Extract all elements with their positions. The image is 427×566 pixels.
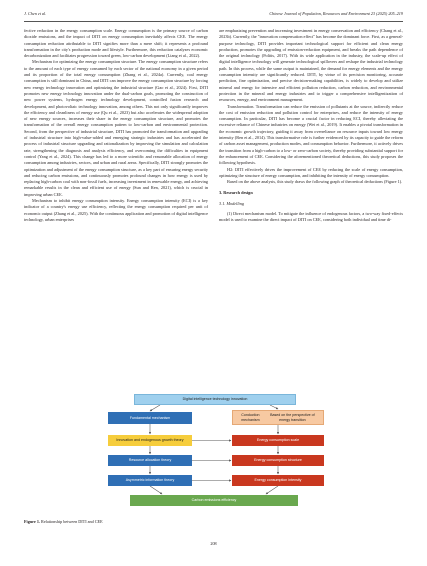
page-number: 208 xyxy=(210,541,217,546)
arrow-top-to-left xyxy=(150,405,160,411)
figure-box-resource-allocation-theory: Resource allocation theory xyxy=(108,455,192,466)
figure-box-conduction-mechanism xyxy=(232,410,324,425)
paragraph: fective reduction in the energy consumption scale. Energy consumption is the primary source of carbon dioxide emissions, and the impact of DITI on energy consumption inevitably affects CEE. The energy consumption reduction attributable to DITI signifies more than a mere shift; it represents a profound transformation in the city's production mode and lifestyle. Furthermore, this reduction catalyzes economic decarbonization and facilitates progression toward green, low-carbon development (Liang et al., 2022). xyxy=(24,28,208,59)
figure-box-fundamental-mechanism: Fundamental mechanism xyxy=(108,412,192,424)
arrow-left3-to-bottom xyxy=(150,486,162,494)
caption-text: Relationship between DITI and CEE xyxy=(39,519,103,524)
figure-1 xyxy=(100,394,328,514)
subsection-heading: 3.1. Modelling xyxy=(219,200,244,206)
header-journal: Chinese Journal of Population, Resources and Environment 23 (2025) 205–219 xyxy=(269,11,403,16)
section-heading: 3. Research design xyxy=(219,190,253,196)
paragraph: Transformation. Transformation can reduce the emission of pollutants at the source, indirectly reduce the cost of emission reduction and pollution control for enterprises, and reduce the intensity of energy consumption. In particular, DITI has become a crucial factor in reducing ECI, thereby alleviating the excessive reliance of Chinese industries on energy (Wei et al., 2019). It enables a pivotal transformation in the economic growth trajectory, guiding it away from overreliance on resource inputs toward low energy intensity (Ren et al., 2014). This transformative role is further evidenced by its capacity to guide the reform of carbon asset management, production modes, and consumption behavior. Furthermore, it actively drives the transition from a high-carbon to a low- or zero-carbon society, thereby providing substantial support for the enhancement of CEE. Considering the aforementioned theoretical deductions, this study proposes the following hypothesis. xyxy=(219,103,403,166)
figure-box-energy-structure: Energy consumption structure xyxy=(232,455,324,466)
conduction-line-1: Conduction mechanism xyxy=(241,413,260,422)
paragraph: are emphasizing prevention and increasing investment in energy conservation and efficiency (Chang et al., 2023b). Currently, the "innovation compensation effect" has become the dominant force. First, as a general-purpose technology, DITI provides important technological support for efficient and clean energy production, promotes the upgrading of emission-reduction equipment, and breaks the path dependence of the original technology (Politis, 2017). With its wide application in the industry, the scale-up effect of digital intelligence technology will generate technological spillovers and reshape the industrial technology path. In this process, while the same output is maintained, the demand for energy elements and the energy consumption intensity are significantly reduced. DITI, by virtue of its precision monitoring, accurate prediction, fine optimization, and precise decision-making capabilities, is widely to develop and utilize mineral and energy for intensive and efficient pollution reduction, carbon reduction, and environmental protection in the mineral and energy industries and to trigger a comprehensive intelligentization of resources, energy, and environment management. xyxy=(219,28,403,103)
header-authors: J. Chen et al. xyxy=(24,11,47,16)
right-column xyxy=(219,28,403,402)
paragraph: Mechanism for optimizing the energy consumption structure. The energy consumption structure refers to the amount of each type of energy consumed by each sector of the national economy in a given period and its proportion of the total energy consumption (Zhang et al., 2024a). Currently, coal energy consumption is still dominant in China, and DITI can improve the energy consumption structure by forcing new energy technology innovation and optimizing the industrial structure (Gao et al., 2024). First, DITI promotes new energy technology innovation under the dual-carbon goals, promoting the construction of new power systems, hydrogen energy technology development, controlled fusion research and development, and photovoltaic technology innovation, among others. This not only significantly improves the efficiency and cleanliness of energy use (Qu et al., 2023) but also accelerates the widespread adoption of new energy sources, increases their share in the energy consumption structure, and promotes the transformation of the overall energy consumption pattern to low-carbon and environmental protection. Second, from the perspective of industrial structure, DITI has promoted the transformation and upgrading of industrial structure into high-value-added and emerging strategic industries and has accelerated the process of industrial structure upgrading and rationalization by improving the simulation and calculation rate, strengthening the diagnosis and analysis efficiency, and overcoming the difficulties in equipment control (Yang et al., 2024). This change has led to a more scientific and reasonable allocation of energy consumption among industries, sectors, and urban and rural areas. Specifically, DITI strongly promotes the optimization and adjustment of the energy consumption structure, as a key part of ensuring energy security and reducing carbon emissions, and continuously promotes profound changes in how energy is used by replacing high-carbon coal with non-fossil fuels, increasing investment in renewable energy, and achieving remarkable results in the clean and efficient use of energy (Sun and Ren, 2021), which is crucial in improving urban CEE. xyxy=(24,59,208,197)
figure-caption xyxy=(24,519,103,525)
figure-box-diti: Digital intelligence technology innovation xyxy=(134,394,296,405)
running-header xyxy=(24,10,403,20)
figure-box-carbon-efficiency: Carbon emissions efficiency xyxy=(130,495,298,506)
arrow-right3-to-bottom xyxy=(266,486,278,494)
left-column xyxy=(24,28,208,402)
header-rule xyxy=(24,21,403,22)
conduction-line-2: Based on the perspective of energy transition xyxy=(270,413,315,422)
arrow-top-to-right xyxy=(270,405,278,409)
paragraph: (1) Direct mechanism model. To mitigate the influence of endogenous factors, a two-way fixed-effects model is used to examine the direct impact of DITI on CEE, considering both individual and time di- xyxy=(219,211,403,223)
figure-box-innovation-theory: Innovation and endogenous growth theory xyxy=(108,435,192,446)
caption-label: Figure 1. xyxy=(24,519,40,524)
figure-box-energy-intensity: Energy consumption intensity xyxy=(232,475,324,486)
body-columns xyxy=(24,28,403,402)
figure-box-energy-scale: Energy consumption scale xyxy=(232,435,324,446)
paragraph: Based on the above analysis, this study draws the following graph of theoretical deductions (Figure 1). xyxy=(227,179,403,185)
paragraph: Mechanism to inhibit energy consumption intensity. Energy consumption intensity (ECI) is a key indicator of a country's energy use efficiency, reflecting the energy consumption required per unit of economic output (Zhang et al., 2025). With the continuous application and promotion of digital intelligence technology, urban enterprises xyxy=(24,198,208,222)
paragraph: H2: DITI effectively drives the improvement of CEE by reducing the scale of energy consumption, optimizing the structure of energy consumption, and inhibiting the intensity of energy consumption. xyxy=(219,166,403,178)
figure-box-asymmetric-information-theory: Asymmetric information theory xyxy=(108,475,192,486)
